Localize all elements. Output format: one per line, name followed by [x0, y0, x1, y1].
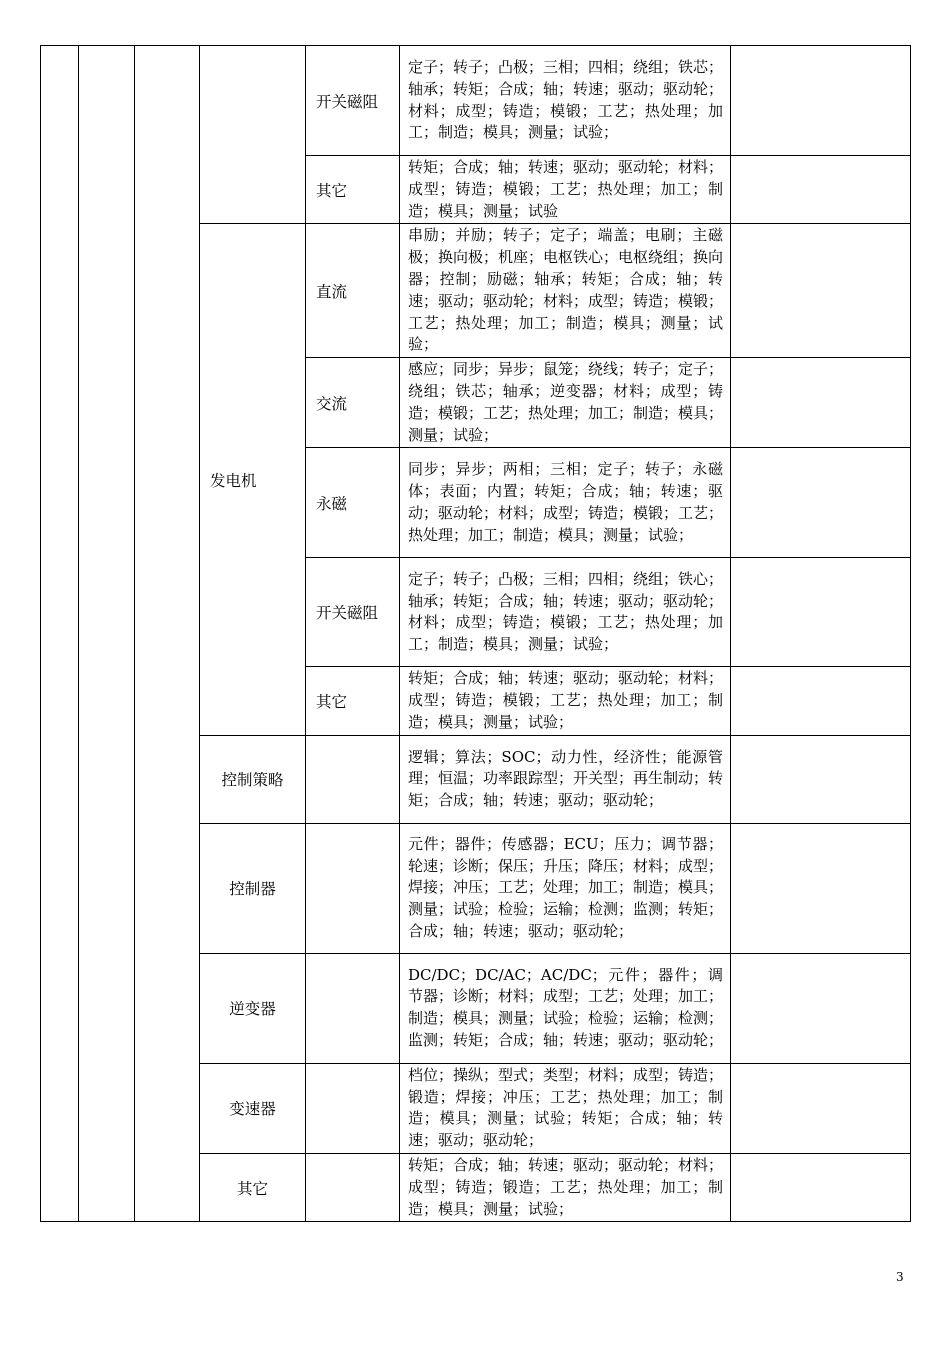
notes-cell	[731, 448, 911, 558]
notes-cell	[731, 558, 911, 667]
keywords-cell: 元件；器件；传感器；ECU；压力；调节器；轮速；诊断；保压；升压；降压；材料；成型；焊接；冲压；工艺；处理；加工；制造；模具；测量；试验；检验；运输；检测；监测；转矩；合成；轴；转速；驱动；驱动轮；	[400, 823, 731, 953]
subcategory-label: 直流	[306, 224, 400, 358]
notes-cell	[731, 1153, 911, 1221]
notes-cell	[731, 735, 911, 823]
notes-cell	[731, 358, 911, 448]
keywords-cell: 转矩；合成；轴；转速；驱动；驱动轮；材料；成型；铸造；锻造；工艺；热处理；加工；制造；模具；测量；试验；	[400, 1153, 731, 1221]
notes-cell	[731, 667, 911, 735]
keywords-cell: 逻辑；算法；SOC；动力性，经济性；能源管理；恒温；功率跟踪型；开关型；再生制动；转矩；合成；轴；转速；驱动；驱动轮；	[400, 735, 731, 823]
subcategory-label: 开关磁阻	[306, 46, 400, 156]
keywords-cell: 串励；并励；转子；定子；端盖；电刷；主磁极；换向极；机座；电枢铁心；电枢绕组；换向器；控制；励磁；轴承；转矩；合成；轴；转速；驱动；驱动轮；材料；成型；铸造；模锻；工艺；热处理；加工；制造；模具；测量；试验；	[400, 224, 731, 358]
subcategory-label: 永磁	[306, 448, 400, 558]
keywords-cell: 感应；同步；异步；鼠笼；绕线；转子；定子；绕组；铁芯；轴承；逆变器；材料；成型；铸造；模锻；工艺；热处理；加工；制造；模具；测量；试验；	[400, 358, 731, 448]
subcategory-empty	[306, 1063, 400, 1153]
notes-cell	[731, 46, 911, 156]
keywords-cell: 转矩；合成；轴；转速；驱动；驱动轮；材料；成型；铸造；模锻；工艺；热处理；加工；制造；模具；测量；试验；	[400, 667, 731, 735]
notes-cell	[731, 1063, 911, 1153]
table-row	[41, 46, 911, 156]
subcategory-label: 其它	[306, 156, 400, 224]
motor-category-cell	[200, 46, 306, 224]
category-label: 控制器	[200, 823, 306, 953]
keywords-cell: DC/DC；DC/AC；AC/DC；元件；器件；调节器；诊断；材料；成型；工艺；处理；加工；制造；模具；测量；试验；检验；运输；检测；监测；转矩；合成；轴；转速；驱动；驱动轮；	[400, 953, 731, 1063]
category-label: 变速器	[200, 1063, 306, 1153]
category-label: 控制策略	[200, 735, 306, 823]
subcategory-empty	[306, 1153, 400, 1221]
level-2-column	[79, 46, 135, 1222]
keywords-cell: 定子；转子；凸极；三相；四相；绕组；铁芯；轴承；转矩；合成；轴；转速；驱动；驱动轮；材料；成型；铸造；模锻；工艺；热处理；加工；制造；模具；测量；试验；	[400, 46, 731, 156]
subcategory-empty	[306, 735, 400, 823]
keywords-cell: 同步；异步；两相；三相；定子；转子；永磁体；表面；内置；转矩；合成；轴；转速；驱动；驱动轮；材料；成型；铸造；模锻；工艺；热处理；加工；制造；模具；测量；试验；	[400, 448, 731, 558]
keywords-cell: 档位；操纵；型式；类型；材料；成型；铸造；锻造；焊接；冲压；工艺；热处理；加工；制造；模具；测量；试验；转矩；合成；轴；转速；驱动；驱动轮；	[400, 1063, 731, 1153]
subcategory-empty	[306, 823, 400, 953]
notes-cell	[731, 156, 911, 224]
subcategory-label: 其它	[306, 667, 400, 735]
category-label: 逆变器	[200, 953, 306, 1063]
notes-cell	[731, 224, 911, 358]
category-label: 其它	[200, 1153, 306, 1221]
subcategory-label: 交流	[306, 358, 400, 448]
category-label-generator: 发电机	[200, 224, 306, 735]
notes-cell	[731, 823, 911, 953]
subcategory-label: 开关磁阻	[306, 558, 400, 667]
notes-cell	[731, 953, 911, 1063]
classification-table	[40, 45, 911, 1222]
level-3-column	[135, 46, 200, 1222]
keywords-cell: 转矩；合成；轴；转速；驱动；驱动轮；材料；成型；铸造；模锻；工艺；热处理；加工；制造；模具；测量；试验	[400, 156, 731, 224]
level-1-column	[41, 46, 79, 1222]
page-number: 3	[896, 1270, 904, 1284]
keywords-cell: 定子；转子；凸极；三相；四相；绕组；铁心；轴承；转矩；合成；轴；转速；驱动；驱动轮；材料；成型；铸造；模锻；工艺；热处理；加工；制造；模具；测量；试验；	[400, 558, 731, 667]
subcategory-empty	[306, 953, 400, 1063]
